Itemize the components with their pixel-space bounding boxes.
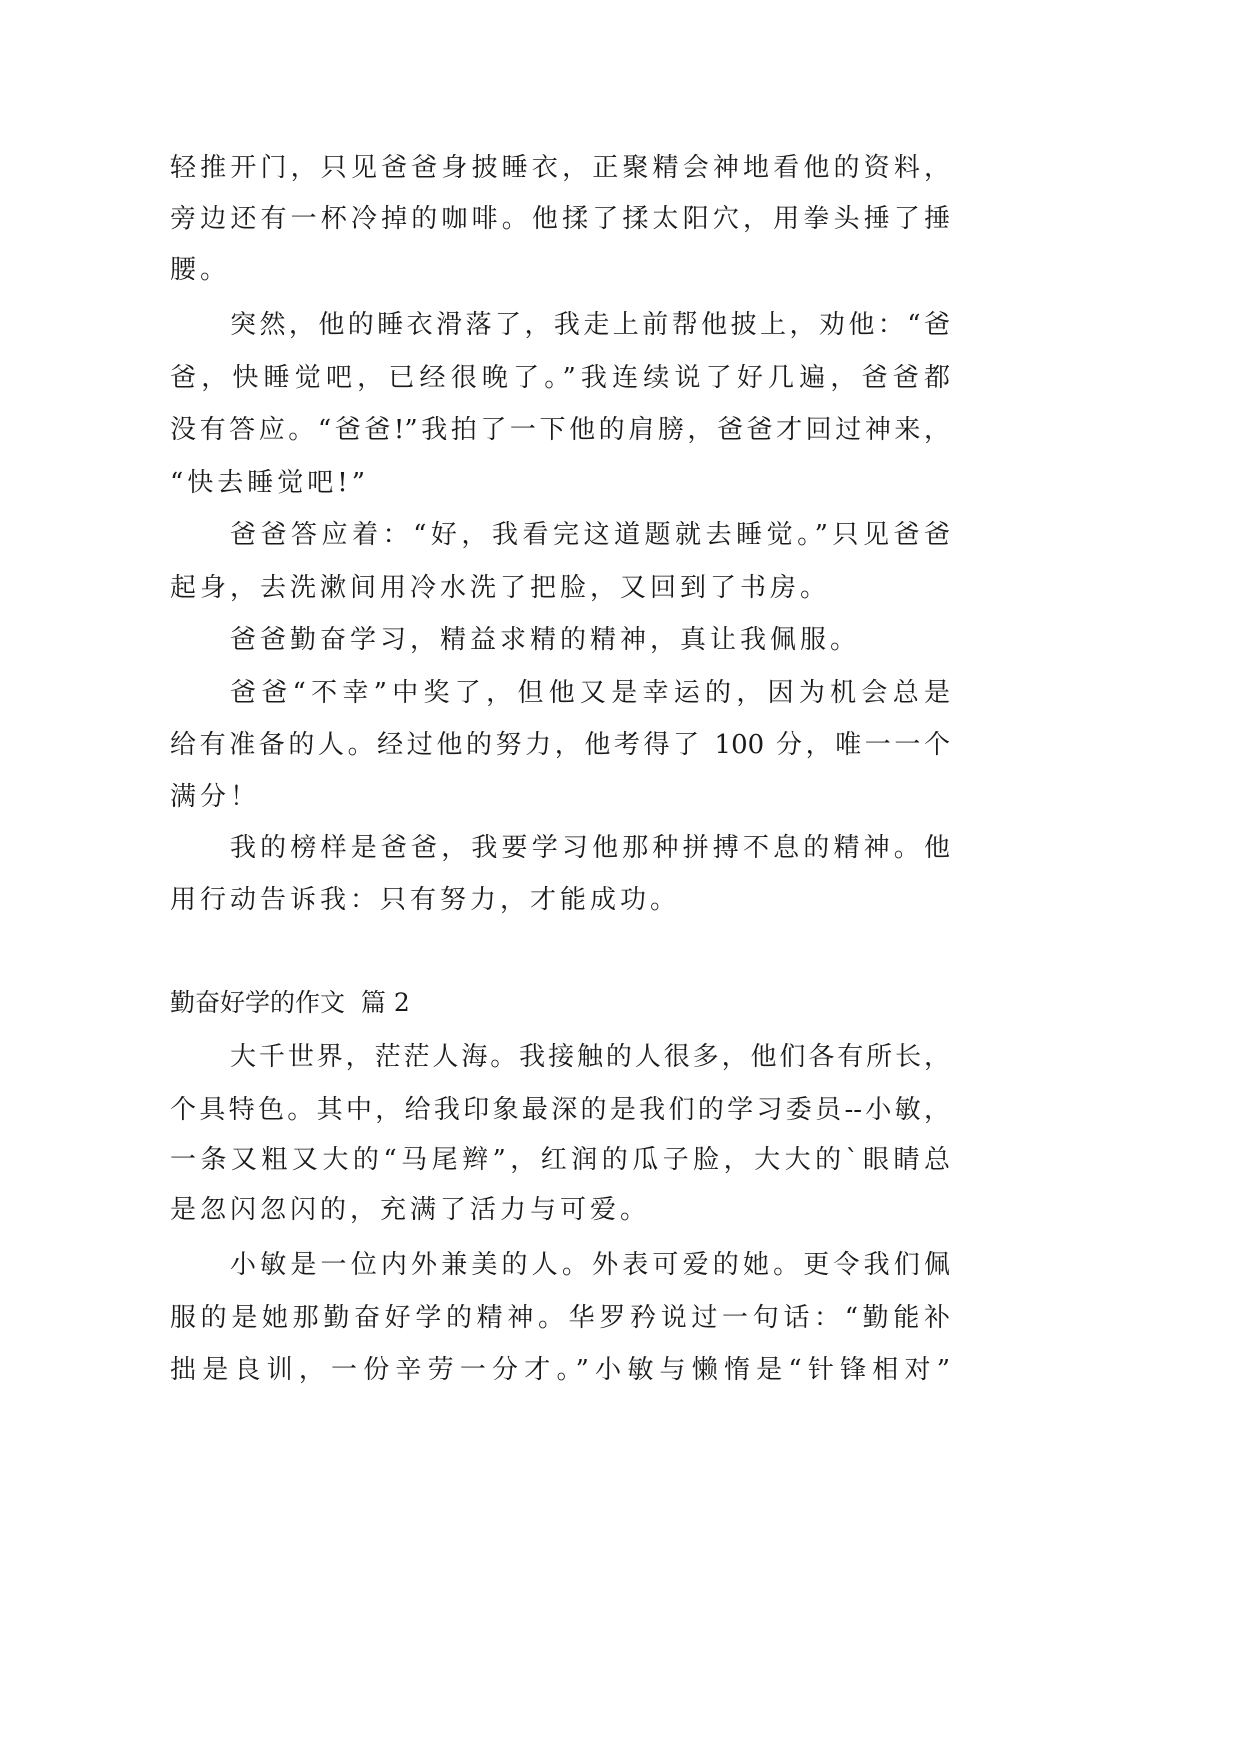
text-line: 给有准备的人。经过他的努力，他考得了 100 分，唯一一个 xyxy=(170,730,950,760)
text-line: 大千世界，茫茫人海。我接触的人很多，他们各有所长， xyxy=(230,1042,950,1072)
text-line: 腰。 xyxy=(170,255,231,285)
text-line: 满分！ xyxy=(170,782,261,812)
text-line: “快去睡觉吧!” xyxy=(170,468,370,498)
text-line: 拙是良训，一份辛劳一分才。”小敏与懒惰是“针锋相对” xyxy=(170,1355,950,1385)
text-line: 小敏是一位内外兼美的人。外表可爱的她。更令我们佩 xyxy=(230,1250,950,1280)
section-heading: 勤奋好学的作文 篇 2 xyxy=(170,988,410,1017)
text-line: 轻推开门，只见爸爸身披睡衣，正聚精会神地看他的资料， xyxy=(170,153,950,183)
text-line: 个具特色。其中，给我印象最深的是我们的学习委员--小敏， xyxy=(170,1095,950,1125)
text-line: 突然，他的睡衣滑落了，我走上前帮他披上，劝他：“爸 xyxy=(230,310,950,340)
text-line: 是忽闪忽闪的，充满了活力与可爱。 xyxy=(170,1195,651,1225)
text-line: 一条又粗又大的“马尾辫”，红润的瓜子脸，大大的`眼睛总 xyxy=(170,1145,950,1175)
text-line: 没有答应。“爸爸!”我拍了一下他的肩膀，爸爸才回过神来， xyxy=(170,415,950,445)
text-line: 我的榜样是爸爸，我要学习他那种拼搏不息的精神。他 xyxy=(230,833,950,863)
text-line: 爸爸答应着：“好，我看完这道题就去睡觉。”只见爸爸 xyxy=(230,520,950,550)
text-line: 爸爸勤奋学习，精益求精的精神，真让我佩服。 xyxy=(230,625,861,655)
text-line: 起身，去洗漱间用冷水洗了把脸，又回到了书房。 xyxy=(170,573,831,603)
text-line: 爸，快睡觉吧，已经很晚了。”我连续说了好几遍，爸爸都 xyxy=(170,363,950,393)
text-line: 旁边还有一杯冷掉的咖啡。他揉了揉太阳穴，用拳头捶了捶 xyxy=(170,204,950,234)
text-line: 服的是她那勤奋好学的精神。华罗矜说过一句话：“勤能补 xyxy=(170,1303,950,1333)
text-line: 爸爸“不幸”中奖了，但他又是幸运的，因为机会总是 xyxy=(230,678,950,708)
text-line: 用行动告诉我：只有努力，才能成功。 xyxy=(170,885,681,915)
